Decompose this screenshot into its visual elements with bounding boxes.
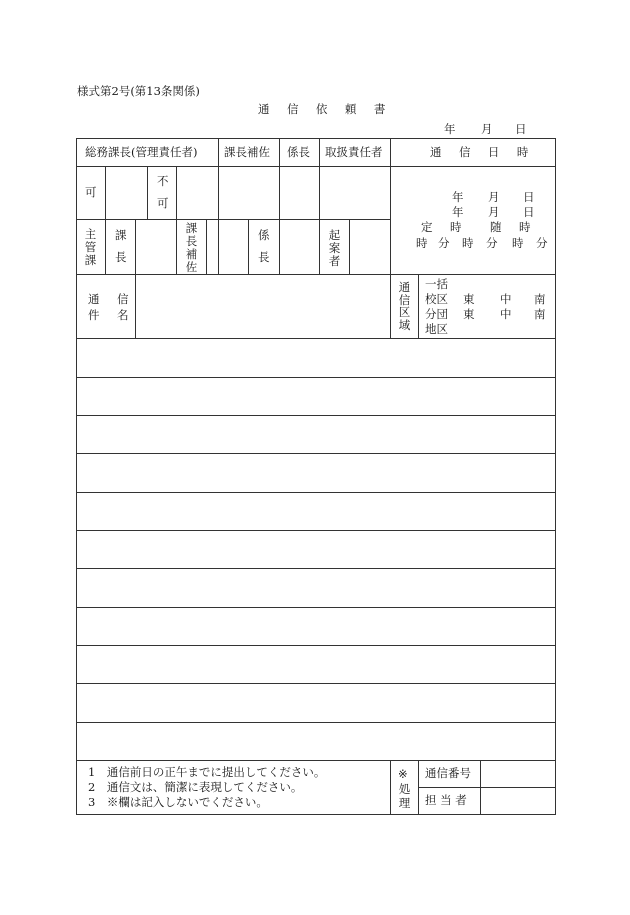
kacho-label-a: 課: [115, 228, 127, 242]
sched-day-1: 日: [523, 190, 535, 204]
form-title: 通 信 依 頼 書: [258, 102, 393, 116]
comm-number-field[interactable]: [482, 762, 554, 786]
form-reference: 様式第2号(第13条関係): [77, 84, 200, 98]
area-ikkatsu: 一括: [425, 277, 448, 291]
comm-number-label: 通信番号: [425, 766, 471, 780]
processing-label: 処理: [398, 782, 411, 810]
date-year-label: 年: [444, 122, 456, 136]
comm-datetime-label: 通 信 日 時: [430, 145, 536, 159]
disapprove-label-top: 不: [157, 174, 169, 188]
subject-label-line2: 件 名: [88, 308, 136, 322]
disapprove-label-bottom: 可: [157, 196, 169, 210]
sched-min-1: 分: [438, 236, 450, 250]
sched-month-2: 月: [488, 205, 500, 219]
note-2: 2 通信文は、簡潔に表現してください。: [88, 780, 303, 794]
sched-min-2: 分: [486, 236, 498, 250]
sched-day-2: 日: [523, 205, 535, 219]
deputy-label: 課長補佐: [224, 145, 270, 159]
zuiji-label: 随 時: [490, 220, 538, 234]
sched-year-1: 年: [452, 190, 464, 204]
sched-year-2: 年: [452, 205, 464, 219]
processing-mark: ※: [398, 767, 408, 781]
director-label: 総務課長(管理責任者): [85, 145, 198, 159]
chief-label: 係長: [287, 145, 310, 159]
area-east-2: 東: [463, 307, 475, 321]
note-3: 3 ※欄は記入しないでください。: [88, 795, 268, 809]
drafter-label: 起案者: [328, 228, 341, 268]
subject-field[interactable]: [137, 276, 389, 337]
sched-hour-2: 時: [462, 236, 474, 250]
chief-label-b: 長: [258, 250, 270, 264]
area-kouku: 校区: [425, 292, 448, 306]
teiji-label: 定 時: [421, 220, 469, 234]
date-month-label: 月: [481, 122, 493, 136]
sched-min-3: 分: [536, 236, 548, 250]
sched-hour-3: 時: [512, 236, 524, 250]
area-south-2: 南: [534, 307, 546, 321]
sched-hour-1: 時: [416, 236, 428, 250]
approve-label: 可: [85, 185, 97, 199]
date-day-label: 日: [515, 122, 527, 136]
person-in-charge-field[interactable]: [482, 789, 554, 813]
area-chiku: 地区: [425, 322, 448, 336]
person-in-charge-label: 担 当 者: [425, 793, 467, 807]
area-label: 通信区域: [398, 280, 411, 332]
handler-label: 取扱責任者: [325, 145, 383, 159]
main-dept-label: 主管課: [84, 227, 97, 267]
area-east-1: 東: [463, 292, 475, 306]
message-body-area[interactable]: [78, 340, 554, 759]
area-south-1: 南: [534, 292, 546, 306]
area-bundan: 分団: [425, 307, 448, 321]
kacho-label-b: 長: [115, 250, 127, 264]
area-center-2: 中: [500, 307, 512, 321]
area-center-1: 中: [500, 292, 512, 306]
note-1: 1 通信前日の正午までに提出してください。: [88, 765, 326, 779]
subject-label-line1: 通 信: [88, 292, 136, 306]
sched-month-1: 月: [488, 190, 500, 204]
deputy-vertical-label: 課長補佐: [185, 221, 198, 274]
chief-label-a: 係: [258, 228, 270, 242]
